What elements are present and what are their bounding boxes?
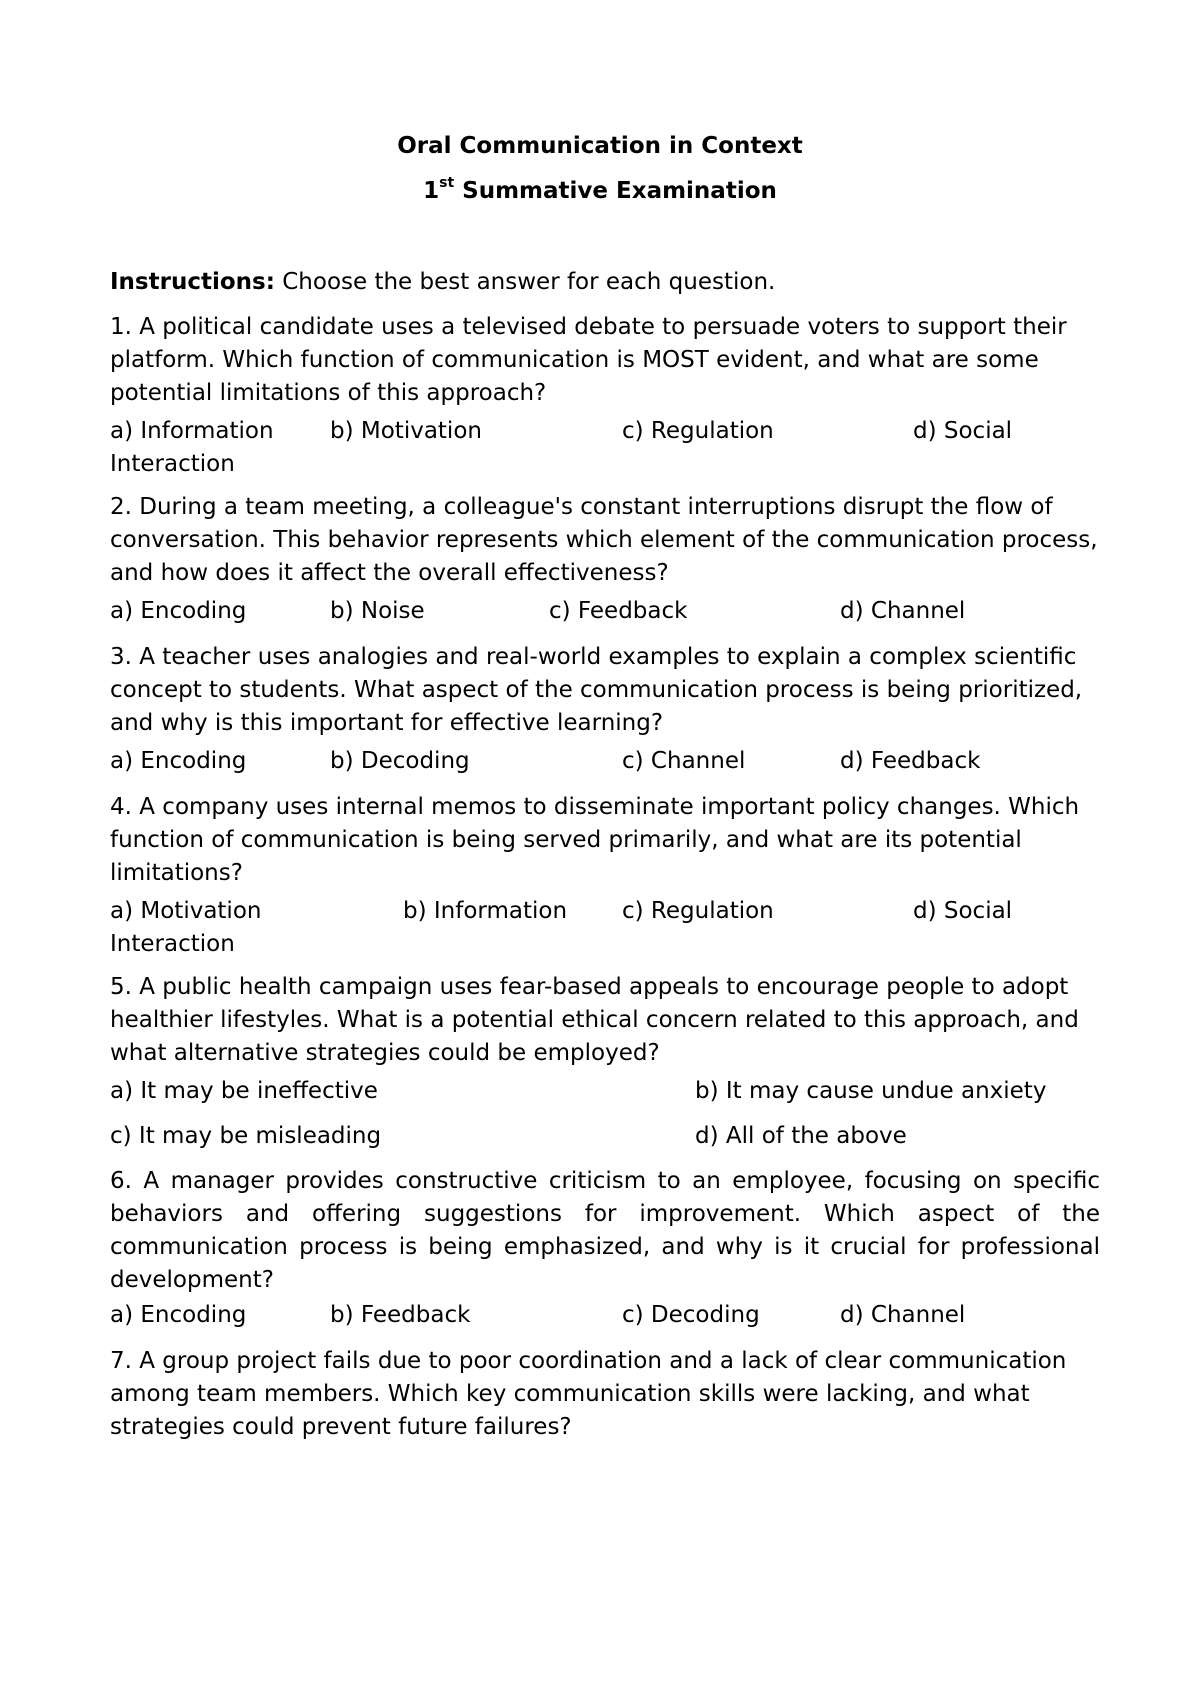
- option-d-continuation: Interaction: [110, 931, 235, 957]
- option-a[interactable]: a) Motivation: [110, 898, 262, 924]
- option-a[interactable]: a) Encoding: [110, 1302, 247, 1328]
- instructions-text: Choose the best answer for each question.: [274, 269, 776, 295]
- question-5-options-row-1: [110, 1075, 1100, 1108]
- question-7: [110, 1345, 1100, 1444]
- option-d[interactable]: d) All of the above: [695, 1123, 907, 1149]
- document-title: Oral Communication in Context: [397, 133, 803, 159]
- option-b[interactable]: b) Feedback: [330, 1302, 471, 1328]
- question-text: 2. During a team meeting, a colleague's constant interruptions disrupt the flow of conversation. This behavior represents which element of the communication process, and how does it affect the overall effectiveness?: [110, 494, 1098, 586]
- question-6-options: [110, 1299, 1100, 1332]
- question-text: 1. A political candidate uses a televised debate to persuade voters to support their platform. Which function of communication is MOST evident, and what are some potential limitations of this approach?: [110, 314, 1067, 406]
- question-3: [110, 641, 1100, 740]
- instructions: [110, 266, 1100, 299]
- question-2: [110, 491, 1100, 590]
- option-b[interactable]: b) Decoding: [330, 748, 470, 774]
- question-text: 6. A manager provides constructive criticism to an employee, focusing on specific behaviors and offering suggestions for improvement. Which aspect of the communication process is being emphasized, and why is it crucial for professional development?: [110, 1168, 1100, 1293]
- question-5-options-row-2: [110, 1120, 1100, 1153]
- option-a[interactable]: a) Encoding: [110, 748, 247, 774]
- question-6: [110, 1165, 1100, 1297]
- question-4-options: [110, 895, 1100, 928]
- option-a[interactable]: a) Information: [110, 418, 274, 444]
- option-c[interactable]: c) It may be misleading: [110, 1123, 382, 1149]
- option-d[interactable]: d) Feedback: [840, 748, 981, 774]
- subtitle-number: 1: [423, 178, 440, 204]
- option-d[interactable]: d) Channel: [840, 1302, 966, 1328]
- option-b[interactable]: b) Information: [403, 898, 568, 924]
- question-text: 4. A company uses internal memos to disseminate important policy changes. Which function of communication is being served primarily, and what are its potential limitations?: [110, 794, 1080, 886]
- option-d[interactable]: d) Channel: [840, 598, 966, 624]
- instructions-label: Instructions:: [110, 269, 275, 295]
- question-text: 3. A teacher uses analogies and real-world examples to explain a complex scientific concept to students. What aspect of the communication process is being prioritized, and why is this important for effective learning?: [110, 644, 1083, 736]
- question-1: [110, 311, 1100, 410]
- option-d[interactable]: d) Social: [913, 898, 1013, 924]
- option-b[interactable]: b) Motivation: [330, 418, 482, 444]
- question-3-options: [110, 745, 1100, 778]
- subtitle-text: Summative Examination: [454, 178, 777, 204]
- question-4: [110, 791, 1100, 890]
- question-text: 5. A public health campaign uses fear-based appeals to encourage people to adopt healthier lifestyles. What is a potential ethical concern related to this approach, and what alternative strategies could be employed?: [110, 974, 1079, 1066]
- question-2-options: [110, 595, 1100, 628]
- option-d-continuation: Interaction: [110, 451, 235, 477]
- question-5: [110, 971, 1100, 1070]
- option-b[interactable]: b) Noise: [330, 598, 425, 624]
- option-c[interactable]: c) Decoding: [622, 1302, 760, 1328]
- option-c[interactable]: c) Regulation: [622, 418, 774, 444]
- subtitle-superscript: st: [439, 175, 455, 192]
- option-a[interactable]: a) It may be ineffective: [110, 1078, 378, 1104]
- option-c[interactable]: c) Channel: [622, 748, 746, 774]
- question-text: 7. A group project fails due to poor coordination and a lack of clear communication among team members. Which key communication skills were lacking, and what strategies could prevent future failures?: [110, 1348, 1067, 1440]
- option-b[interactable]: b) It may cause undue anxiety: [695, 1078, 1047, 1104]
- option-d[interactable]: d) Social: [913, 418, 1013, 444]
- option-a[interactable]: a) Encoding: [110, 598, 247, 624]
- document-subtitle: [0, 176, 1200, 206]
- option-c[interactable]: c) Regulation: [622, 898, 774, 924]
- question-1-options: [110, 415, 1100, 448]
- option-c[interactable]: c) Feedback: [549, 598, 688, 624]
